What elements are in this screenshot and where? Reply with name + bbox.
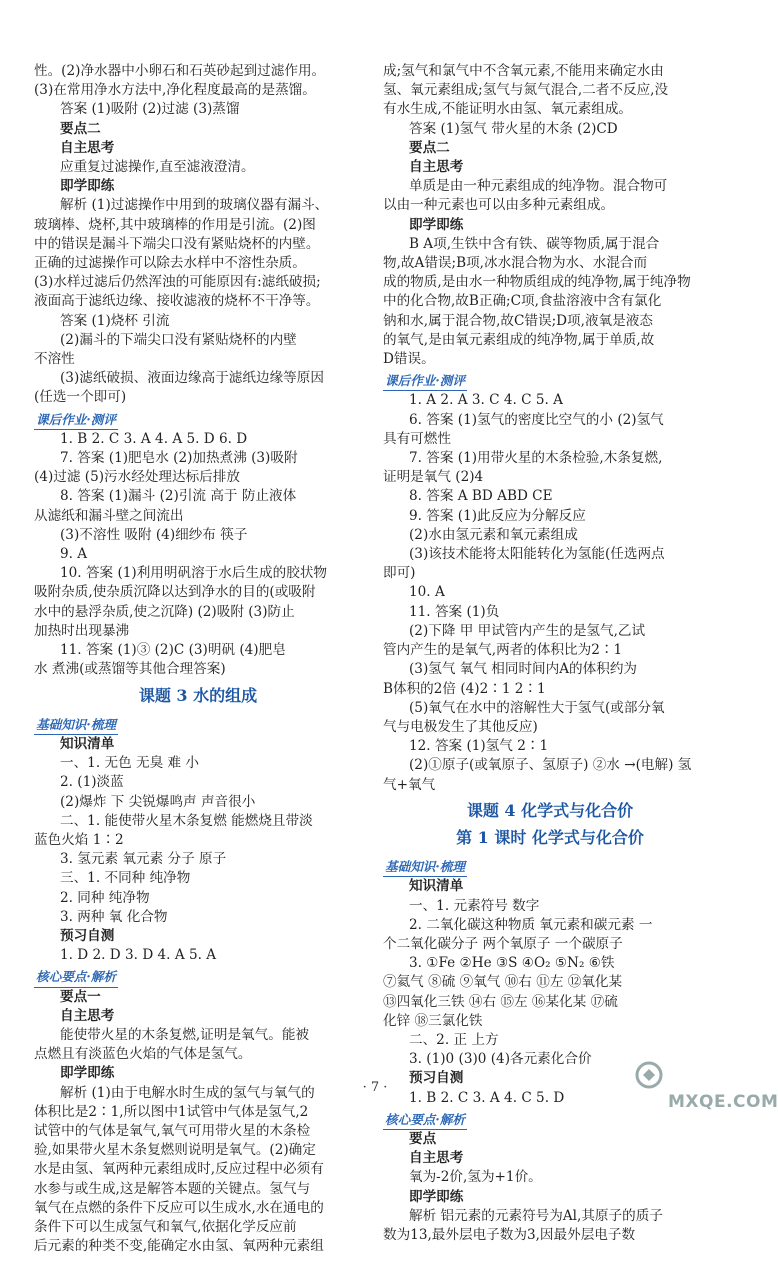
subheading: 要点二 [60,120,101,137]
text-line: B体积的2倍 (4)2∶1 2∶1 [383,680,546,697]
text-line: 玻璃棒、烧杯,其中玻璃棒的作用是引流。(2)图 [34,216,316,233]
subheading: 要点 [409,1130,437,1147]
text-line: 吸附杂质,使杂质沉降以达到净水的目的(或吸附 [34,584,316,601]
text-line: (2)①原子(或氧原子、氢原子) ②水 →(电解) 氢 [409,757,692,774]
text-line: 能使带火星的木条复燃,证明是氧气。能被 [60,1026,310,1043]
text-line: (3)水样过滤后仍然浑浊的可能原因有:滤纸破损; [34,274,321,291]
text-line: 气与电极发生了其他反应) [383,718,538,735]
text-line: 管内产生的是氧气,两者的体积比为2∶1 [383,642,623,659]
text-line: 证明是氧气 (2)4 [383,469,484,486]
text-line: 水中的悬浮杂质,使之沉降) (2)吸附 (3)防止 [34,603,295,620]
text-line: 1. B 2. C 3. A 4. A 5. D 6. D [60,430,248,447]
watermark-logo-icon [634,1060,670,1090]
text-line: 的氧气,是由氧元素组成的纯净物,属于单质,故 [383,331,655,348]
text-line: 中的错误是漏斗下端尖口没有紧贴烧杯的内壁。 [34,235,320,252]
text-line: 钠和水,属于混合物,故C错误;D项,液氧是液态 [383,312,653,329]
lesson-title: 课题 4 化学式与化合价 [466,800,634,820]
section-heading: 基础知识·梳理 [383,857,467,877]
text-line: (3)该技术能将太阳能转化为氢能(任选两点 [409,546,665,563]
text-line: 11. 答案 (1)③ (2)C (3)明矾 (4)肥皂 [60,642,286,659]
text-line: 解析 铝元素的元素符号为Al,其原子的质子 [409,1207,663,1224]
text-line: 答案 (1)烧杯 引流 [60,312,170,329]
text-line: 水 煮沸(或蒸馏等其他合理答案) [34,661,226,678]
section-heading: 课后作业·测评 [383,371,467,391]
text-line: 2. (1)淡蓝 [60,774,124,791]
text-line: 性。(2)净水器中小卵石和石英砂起到过滤作用。 [34,63,326,79]
text-line: (3)不溶性 吸附 (4)细纱布 筷子 [60,526,248,543]
text-line: 加热时出现暴沸 [34,622,130,639]
text-line: 1. B 2. C 3. A 4. C 5. D [409,1089,565,1106]
text-line: 三、1. 不同种 纯净物 [60,870,191,887]
text-line: 水是由氢、氧两种元素组成时,反应过程中必须有 [34,1161,324,1178]
text-line: 一、1. 元素符号 数字 [409,897,540,914]
text-line: 气+氧气 [383,776,436,793]
text-line: 化锌 ⑱三氯化铁 [383,1012,483,1029]
text-line: 液面高于滤纸边缘、接收滤液的烧杯不干净等。 [34,293,320,310]
text-line: 二、1. 能使带火星木条复燃 能燃烧且带淡 [60,812,313,829]
text-line: B A项,生铁中含有铁、碳等物质,属于混合 [409,235,660,252]
text-line: 验,如果带火星木条复燃则说明是氧气。(2)确定 [34,1142,316,1159]
text-line: 7. 答案 (1)用带火星的木条检验,木条复燃, [409,450,663,467]
text-line: 物,故A错误;B项,冰水混合物为水、水混合而 [383,255,648,272]
text-line: 9. 答案 (1)此反应为分解反应 [409,507,586,524]
text-line: 7. 答案 (1)肥皂水 (2)加热煮沸 (3)吸附 [60,450,298,467]
text-line: 11. 答案 (1)负 [409,603,500,620]
section-heading: 课后作业·测评 [34,410,118,430]
text-line: 具有可燃性 [383,430,451,447]
subheading: 自主思考 [409,1150,464,1167]
subheading: 知识清单 [60,735,115,752]
text-line: 中的化合物,故B正确;C项,食盐溶液中含有氯化 [383,293,662,310]
text-line: 氧为-2价,氢为+1价。 [409,1169,542,1186]
page-number: · 7 · [362,1080,388,1095]
text-line: 2. 二氧化碳这种物质 氧元素和碳元素 一 [409,916,653,933]
lesson-title: 课题 3 水的组成 [138,685,258,705]
text-line: 解析 (1)过滤操作中用到的玻璃仪器有漏斗、 [60,197,329,214]
section-heading: 核心要点·解析 [34,967,118,987]
text-line: 2. 同种 纯净物 [60,889,150,906]
text-line: 3. 氢元素 氧元素 分子 原子 [60,851,227,868]
text-line: 1. D 2. D 3. D 4. A 5. A [60,947,217,964]
text-line: 以由一种元素也可以由多种元素组成。 [383,197,615,214]
subheading: 预习自测 [409,1070,464,1087]
text-line: 从滤纸和漏斗壁之间流出 [34,507,184,524]
subheading: 即学即练 [60,178,115,195]
subheading: 要点一 [60,988,101,1005]
text-line: 10. A [409,584,445,601]
lesson-title: 第 1 课时 化学式与化合价 [456,827,644,847]
subheading: 自主思考 [60,139,115,156]
subheading: 要点二 [409,139,450,156]
text-line: (2)下降 甲 甲试管内产生的是氢气,乙试 [409,622,646,639]
text-line: (5)氧气在水中的溶解性大于氢气(或部分氧 [409,699,665,716]
text-line: 答案 (1)吸附 (2)过滤 (3)蒸馏 [60,101,240,118]
text-line: 3. 两种 氧 化合物 [60,908,168,925]
text-line: D错误。 [383,351,435,368]
text-line: 水参与或生成,这是解答本题的关键点。氢气与 [34,1180,311,1197]
subheading: 即学即练 [409,1188,464,1205]
text-line: 9. A [60,546,88,563]
text-line: 8. 答案 A BD ABD CE [409,488,553,505]
text-line: 有水生成,不能证明水由氢、氧元素组成。 [383,101,633,118]
text-line: 数为13,最外层电子数为3,因最外层电子数 [383,1226,636,1243]
text-line: 不溶性 [34,351,75,368]
text-line: (2)水由氢元素和氧元素组成 [409,526,578,543]
text-line: 氢、氧元素组成;氢气与氮气混合,二者不反应,没 [383,82,669,99]
text-line: (2)爆炸 下 尖锐爆鸣声 声音很小 [60,793,256,810]
text-line: 6. 答案 (1)氢气的密度比空气的小 (2)氢气 [409,411,664,428]
text-line: 应重复过滤操作,直至滤液澄清。 [60,159,255,176]
subheading: 知识清单 [409,878,464,895]
text-line: 正确的过滤操作可以除去水样中不溶性杂质。 [34,255,306,272]
text-line: 成;氢气和氯气中不含氧元素,不能用来确定水由 [383,63,664,79]
text-line: 点燃且有淡蓝色火焰的气体是氢气。 [34,1046,252,1063]
text-line: 试管中的气体是氧气,氧气可用带火星的木条检 [34,1122,311,1139]
text-line: (任选一个即可) [34,389,127,406]
text-line: (3)滤纸破损、液面边缘高于滤纸边缘等原因 [60,370,324,387]
text-line: (3)氢气 氧气 相同时间内A的体积约为 [409,661,638,678]
text-line: (3)在常用净水方法中,净化程度最高的是蒸馏。 [34,82,316,99]
text-line: 二、2. 正 上方 [409,1031,499,1048]
text-line: 条件下可以生成氢气和氧气,依据化学反应前 [34,1218,297,1235]
text-line: 氧气在点燃的条件下反应可以生成水,水在通电的 [34,1199,324,1216]
text-line: 个二氧化碳分子 两个氧原子 一个碳原子 [383,935,623,952]
section-heading: 基础知识·梳理 [34,715,118,735]
text-line: 答案 (1)氢气 带火星的木条 (2)CD [409,120,618,137]
text-line: 12. 答案 (1)氢气 2∶1 [409,738,549,755]
text-line: 解析 (1)由于电解水时生成的氢气与氧气的 [60,1084,315,1101]
text-line: 8. 答案 (1)漏斗 (2)引流 高于 防止液体 [60,488,297,505]
text-line: 成的物质,是由水一种物质组成的纯净物,属于纯净物 [383,274,691,291]
subheading: 自主思考 [409,159,464,176]
text-line: 体积比是2∶1,所以图中1试管中气体是氢气,2 [34,1103,309,1120]
text-line: 单质是由一种元素组成的纯净物。混合物可 [409,178,668,195]
text-line: (2)漏斗的下端尖口没有紧贴烧杯的内壁 [60,331,297,348]
text-line: 3. ①Fe ②He ③S ④O₂ ⑤N₂ ⑥铁 [409,955,615,972]
text-line: 1. A 2. A 3. C 4. C 5. A [409,392,563,409]
left-column [34,62,362,1256]
watermark-text: MXQE.COM [668,1092,778,1112]
text-line: 即可) [383,565,416,582]
text-line: 3. (1)0 (3)0 (4)各元素化合价 [409,1051,592,1068]
text-line: (4)过滤 (5)污水经处理达标后排放 [34,469,240,486]
subheading: 即学即练 [409,216,464,233]
subheading: 预习自测 [60,927,115,944]
subheading: 自主思考 [60,1007,115,1024]
text-line: 10. 答案 (1)利用明矾溶于水后生成的胶状物 [60,565,328,582]
subheading: 即学即练 [60,1065,115,1082]
text-line: ⑦氦气 ⑧硫 ⑨氧气 ⑩右 ⑪左 ⑫氧化某 [383,974,623,991]
text-line: 蓝色火焰 1∶2 [34,831,124,848]
section-heading: 核心要点·解析 [383,1110,467,1130]
text-line: 后元素的种类不变,能确定水由氢、氧两种元素组 [34,1238,324,1255]
text-line: ⑬四氧化三铁 ⑭右 ⑮左 ⑯某化某 ⑰硫 [383,993,618,1010]
text-line: 一、1. 无色 无臭 难 小 [60,755,200,772]
